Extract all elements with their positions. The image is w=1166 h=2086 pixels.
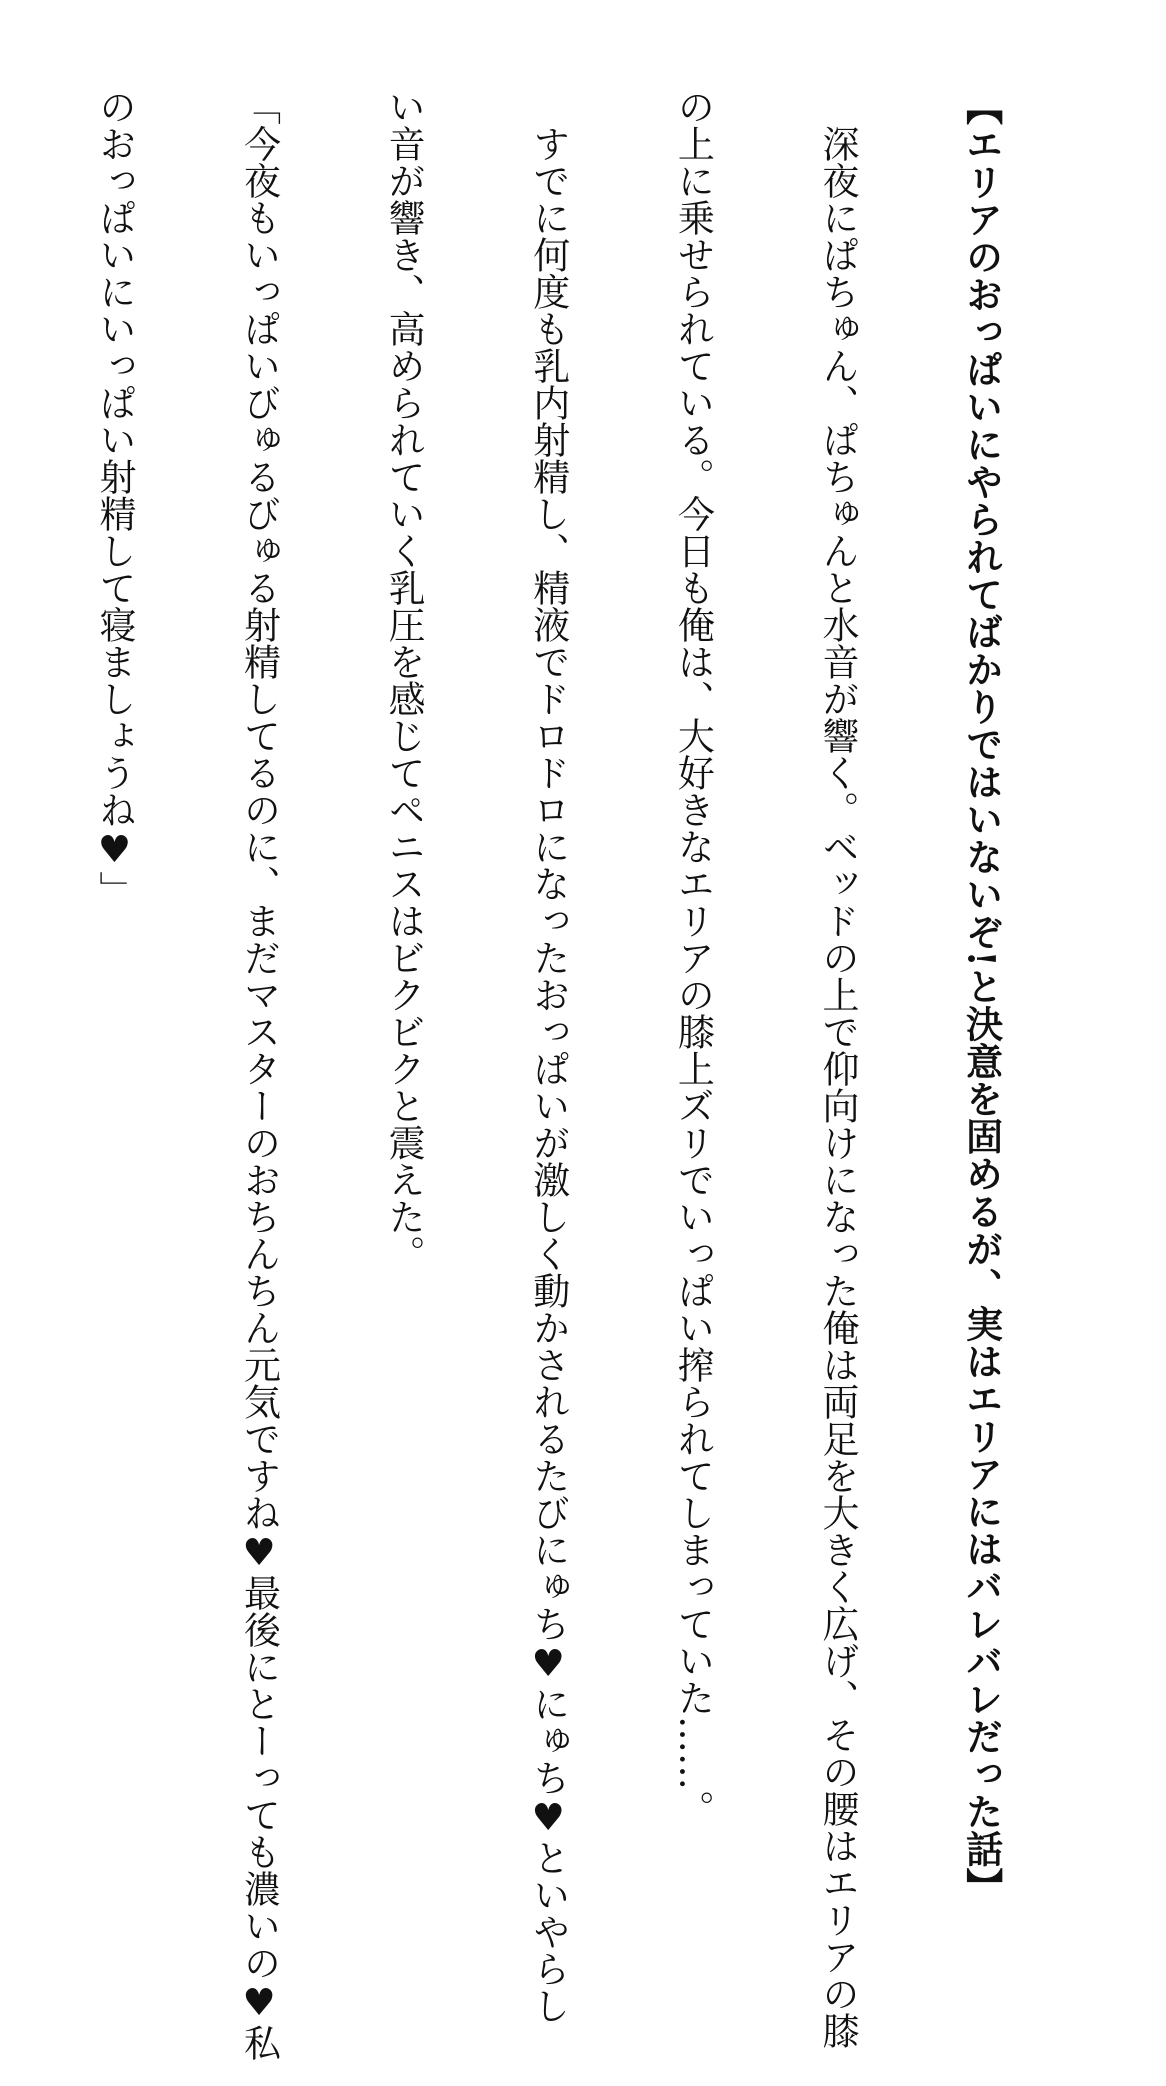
body-line: の上に乗せられている。今日も俺は、大好きなエリアの膝上ズリでいっぱい搾られてしまっていた……。 [671, 88, 715, 1827]
body-line: すでに何度も乳内射精し、精液でドロドロになったおっぱいが激しく動かされるたびにゅち♥にゅち♥といやらし [526, 125, 570, 2024]
vertical-text-body [0, 88, 1102, 2061]
body-line: い音が響き、高められていく乳圧を感じてペニスはビクビクと震えた。 [382, 88, 426, 1272]
story-title: 【エリアのおっぱいにやられてばかりではいないぞ!と決意を固めるが、実はエリアにはバレバレだった話】 [959, 88, 1004, 1905]
dialogue-line: 「今夜もいっぱいびゅるびゅる射精してるのに、まだマスターのおちんちん元気ですね♥最後にとーっても濃いの♥私 [237, 88, 281, 2061]
dialogue-line: のおっぱいにいっぱい射精して寝ましょうね♥」 [92, 88, 136, 908]
body-line: 深夜にぱちゅん、ぱちゅんと水音が響く。ベッドの上で仰向けになった俺は両足を大きく広げ、その腰はエリアの膝 [815, 125, 859, 2049]
